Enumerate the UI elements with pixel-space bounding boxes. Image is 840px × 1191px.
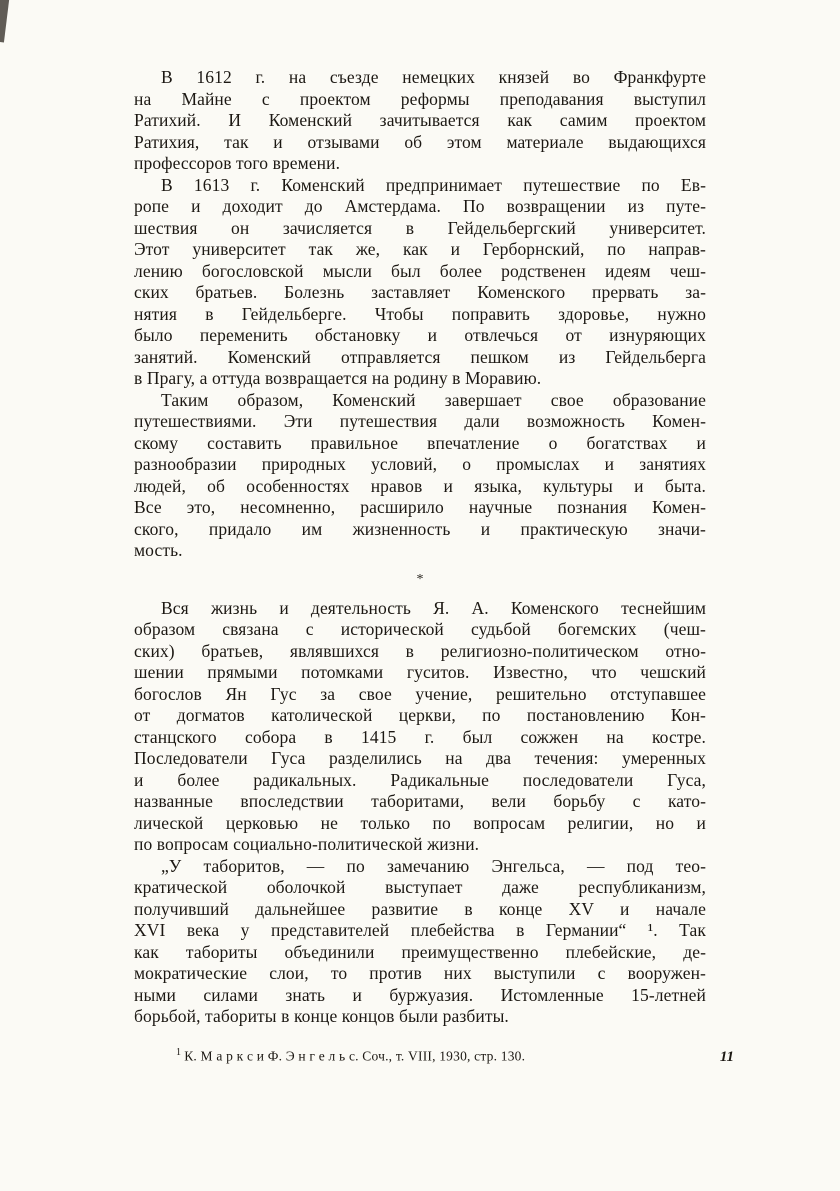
text-line: „У таборитов, — по замечанию Энгельса, — под тео- [161, 855, 706, 876]
text-line: разнообразии природных условий, о промыслах и занятиях [134, 454, 706, 474]
text-line: занятий. Коменский отправляется пешком из Гейдельберга [134, 346, 706, 367]
text-line: шении прямыми потомками гуситов. Известно, что чешский [134, 662, 706, 682]
text-line: шествия он зачисляется в Гейдельбергский университет. [134, 217, 706, 238]
text-line: названные впоследствии таборитами, вели борьбу с като- [134, 791, 706, 811]
text-line: на Майне с проектом реформы преподавания выступил [134, 88, 706, 109]
footnote [134, 1044, 525, 1066]
text-line: богослов Ян Гус за свое учение, решительно отступавшее [134, 683, 706, 704]
text-line: XVI века у представителей плебейства в Германии“ ¹. Так [134, 920, 706, 940]
text-line: образом связана с исторической судьбой богемских (чеш- [134, 619, 706, 639]
text-line: ских) братьев, являвшихся в религиозно-политическом отно- [134, 640, 706, 661]
text-line: профессоров того времени. [134, 153, 341, 173]
text-line: путешествиями. Эти путешествия дали возможность Комен- [134, 411, 706, 431]
text-line: Ратихий. И Коменский зачитывается как самим проектом [134, 110, 706, 130]
text-line: Последователи Гуса разделились на два течения: умеренных [134, 748, 706, 768]
paragraph [134, 598, 706, 856]
footnote-marker: 1 [176, 1047, 182, 1058]
text-line: Ратихия, так и отзывами об этом материале выдающихся [134, 131, 706, 152]
footnote-row [134, 1044, 734, 1066]
text-line: лению богословской мысли был более родственен идеям чеш- [134, 260, 706, 281]
text-line: в Прагу, а оттуда возвращается на родину в Моравию. [134, 368, 542, 388]
text-line: Все это, несомненно, расширило научные познания Комен- [134, 497, 706, 517]
text-line: кратической оболочкой выступает даже республиканизм, [134, 877, 706, 897]
paragraph [134, 67, 706, 175]
paragraph [134, 175, 706, 390]
text-line: мость. [134, 540, 183, 560]
text-line: лической церковью не только по вопросам религии, но и [134, 812, 706, 833]
text-line: ского, придало им жизненность и практическую значи- [134, 518, 706, 539]
text-line: станцского собора в 1415 г. был сожжен на костре. [134, 726, 706, 747]
text-line: скому составить правильное впечатление о богатствах и [134, 432, 706, 453]
text-line: Этот университет так же, как и Герборнский, по направ- [134, 239, 706, 259]
text-line: было переменить обстановку и отвлечься от изнуряющих [134, 325, 706, 345]
text-line: ских братьев. Болезнь заставляет Коменского прервать за- [134, 282, 706, 302]
text-line: нятия в Гейдельберге. Чтобы поправить здоровье, нужно [134, 303, 706, 324]
paragraph [134, 856, 706, 1028]
text-line: В 1612 г. на съезде немецких князей во Франкфурте [161, 67, 706, 87]
page-number: 11 [719, 1048, 734, 1065]
text-line: Таким образом, Коменский завершает свое образование [161, 389, 706, 410]
text-column [134, 67, 706, 1028]
text-line: от догматов католической церкви, по постановлению Кон- [134, 705, 706, 725]
text-line: мократические слои, то против них выступили с вооружен- [134, 963, 706, 983]
text-line: ропе и доходит до Амстердама. По возвращении из путе- [134, 196, 706, 216]
text-line: как табориты объединили преимущественно плебейские, де- [134, 941, 706, 962]
text-line: Вся жизнь и деятельность Я. А. Коменского теснейшим [161, 597, 706, 618]
text-line: и более радикальных. Радикальные последователи Гуса, [134, 769, 706, 790]
text-line: ными силами знать и буржуазия. Истомленные 15-летней [134, 984, 706, 1005]
section-separator: * [416, 571, 424, 587]
text-line: получивший дальнейшее развитие в конце XV и начале [134, 898, 706, 919]
text-line: людей, об особенностях нравов и языка, культуры и быта. [134, 475, 706, 496]
scan-artifact [0, 0, 10, 42]
text-line: В 1613 г. Коменский предпринимает путешествие по Ев- [161, 174, 706, 195]
text-line: борьбой, табориты в конце концов были разбиты. [134, 1006, 509, 1026]
text-line: по вопросам социально-политической жизни. [134, 834, 480, 854]
paragraph [134, 390, 706, 562]
footnote-text: К. М а р к с и Ф. Э н г е л ь с. Соч., т. VIII, 1930, стр. 130. [184, 1048, 526, 1064]
